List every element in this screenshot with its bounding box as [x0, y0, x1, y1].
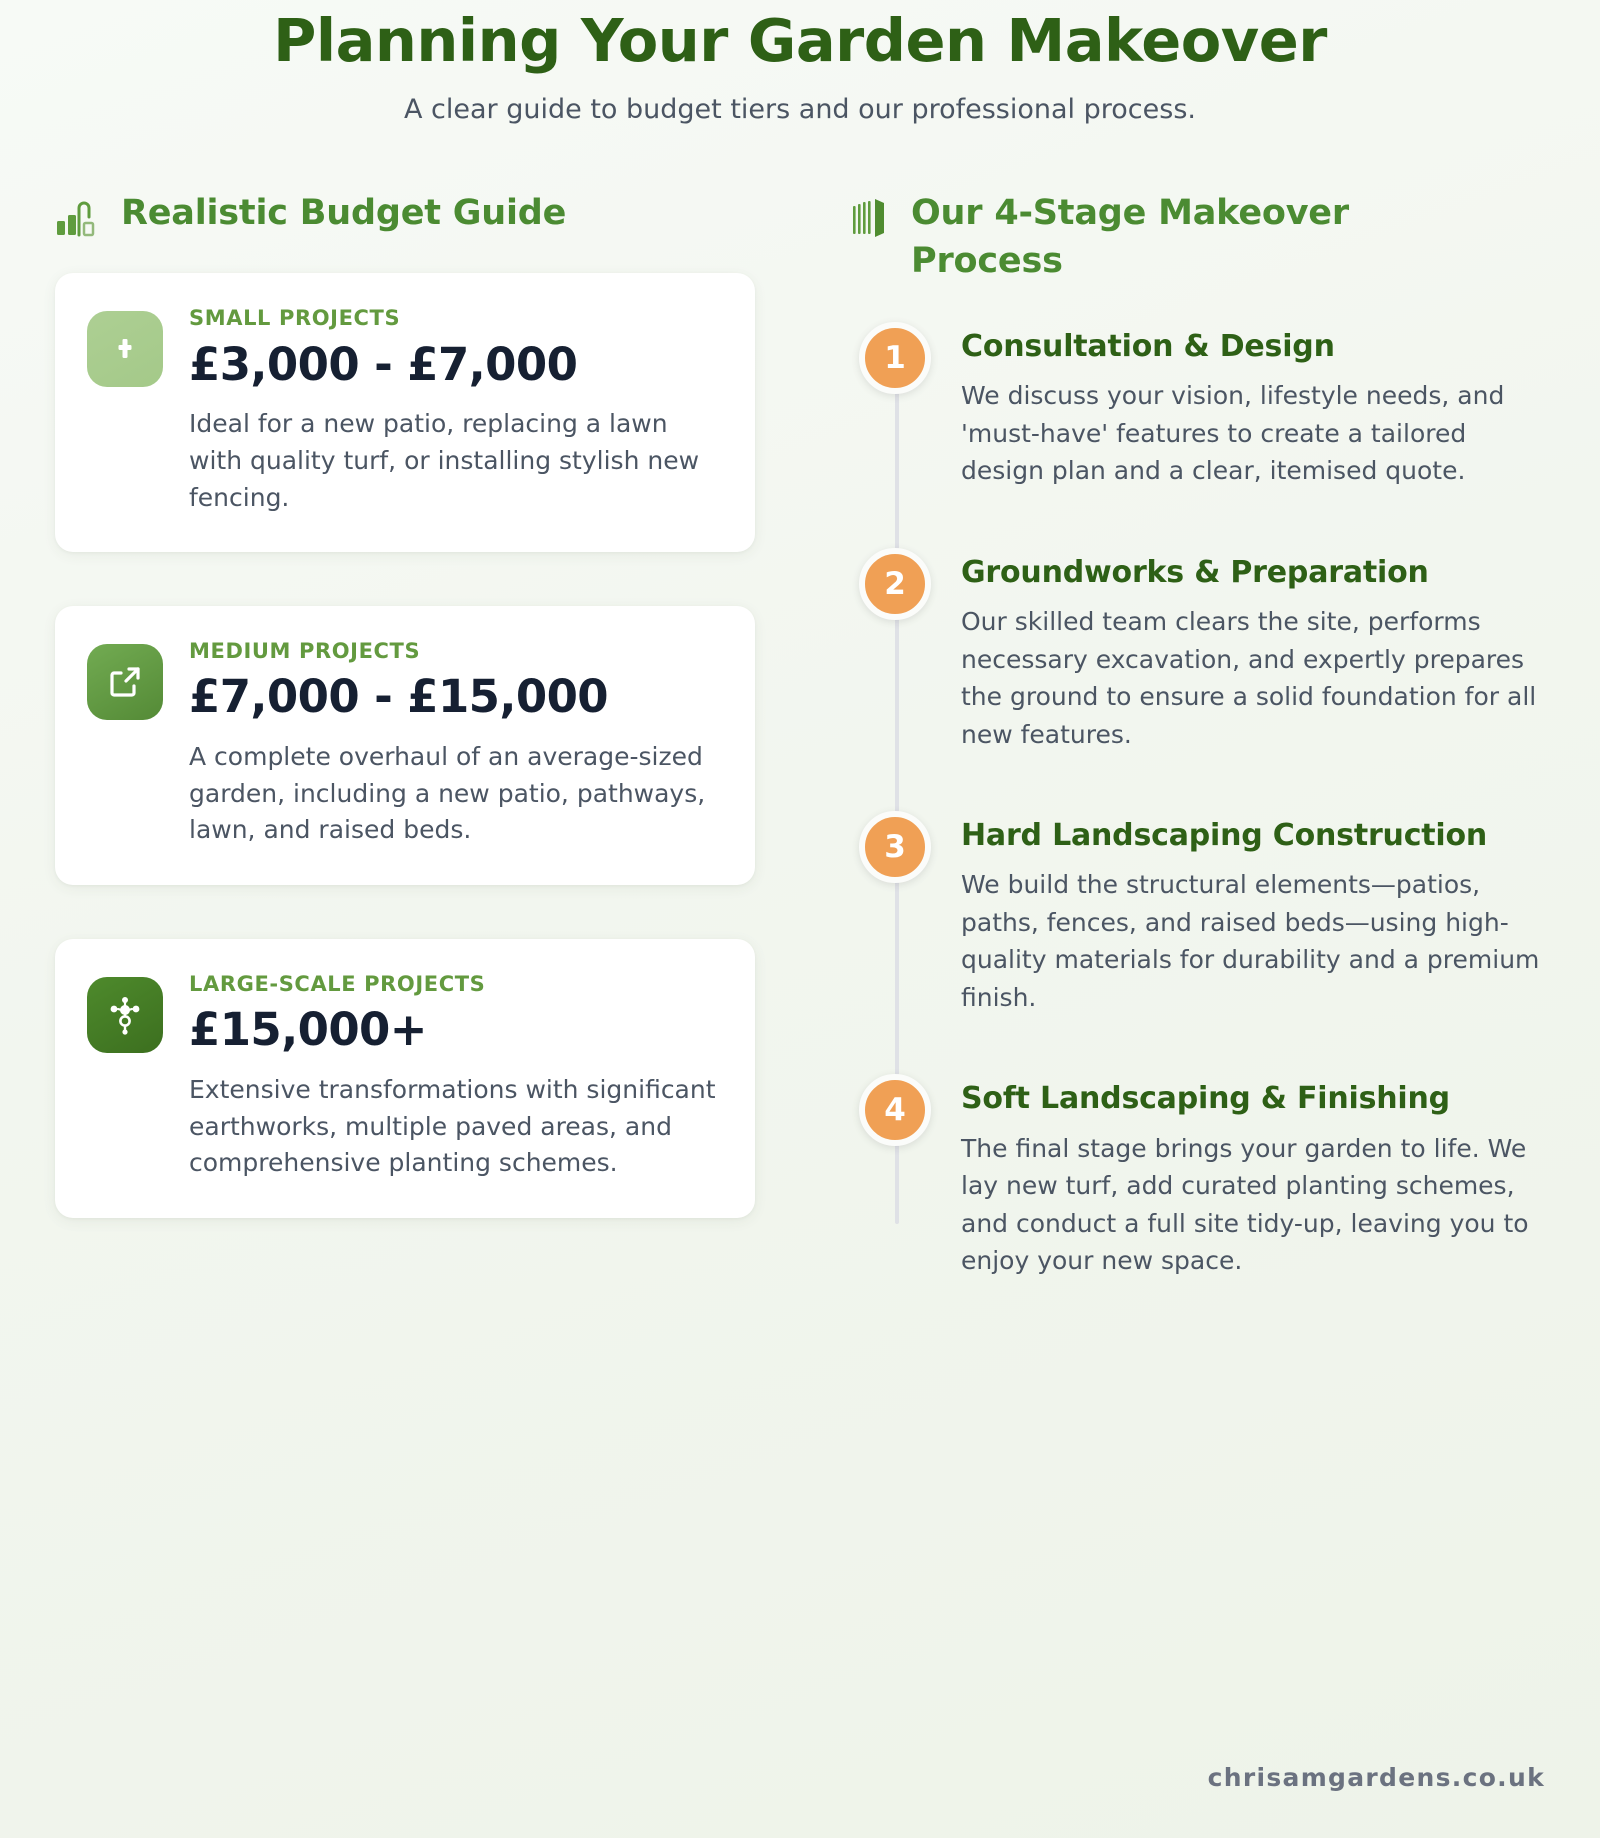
tier-description: Ideal for a new patio, replacing a lawn with quality turf, or installing stylish new fencing.	[189, 409, 700, 512]
step-description: We discuss your vision, lifestyle needs, and 'must-have' features to create a tailored design plan and a clear, itemised quote.	[961, 381, 1505, 486]
step-title: Soft Landscaping & Finishing	[961, 1081, 1450, 1117]
process-step[interactable]	[851, 811, 1545, 1016]
step-body	[961, 811, 1545, 1016]
network-nodes-icon	[87, 977, 163, 1053]
bar-chart-icon	[55, 197, 99, 237]
step-body	[961, 1074, 1545, 1279]
step-number-badge: 1	[859, 322, 931, 394]
process-section-title: Our 4-Stage Makeover Process	[911, 193, 1349, 282]
tier-label: SMALL PROJECTS	[189, 306, 401, 331]
budget-card-body	[189, 973, 719, 1182]
step-body	[961, 322, 1545, 490]
process-timeline	[851, 322, 1545, 1280]
step-number-badge: 2	[859, 548, 931, 620]
plus-icon	[87, 311, 163, 387]
tier-description: Extensive transformations with significant earthworks, multiple paved areas, and comprehensive planting schemes.	[189, 1074, 716, 1178]
process-step[interactable]	[851, 548, 1545, 753]
step-title: Hard Landscaping Construction	[961, 818, 1488, 854]
step-number-badge: 4	[859, 1074, 931, 1146]
tier-price: £3,000 - £7,000	[189, 337, 578, 391]
tier-price: £7,000 - £15,000	[189, 670, 609, 724]
content-columns	[55, 189, 1545, 1280]
budget-card-large[interactable]	[55, 939, 755, 1218]
budget-card-small[interactable]	[55, 273, 755, 552]
process-step[interactable]	[851, 322, 1545, 490]
budget-guide-column	[55, 189, 755, 1280]
process-step[interactable]	[851, 1074, 1545, 1279]
tier-price: £15,000+	[189, 1003, 427, 1057]
budget-section-title: Realistic Budget Guide	[121, 193, 567, 234]
step-description: We build the structural elements—patios, paths, fences, and raised beds—using high-quality materials for durability and a premium finish.	[961, 870, 1540, 1012]
process-section-header	[851, 189, 1545, 286]
header	[55, 0, 1545, 127]
step-number-badge: 3	[859, 811, 931, 883]
step-title: Consultation & Design	[961, 328, 1335, 364]
budget-card-body	[189, 640, 719, 849]
step-description: Our skilled team clears the site, performs necessary excavation, and expertly prepares the ground to ensure a solid foundation for all new features.	[961, 607, 1537, 749]
tier-description: A complete overhaul of an average-sized garden, including a new patio, pathways, lawn, and raised beds.	[189, 741, 706, 845]
page-subtitle: A clear guide to budget tiers and our professional process.	[404, 94, 1196, 126]
website-footer[interactable]: chrisamgardens.co.uk	[1207, 1763, 1545, 1792]
step-body	[961, 548, 1545, 753]
tier-label: MEDIUM PROJECTS	[189, 639, 421, 664]
external-link-icon	[87, 644, 163, 720]
budget-card-body	[189, 307, 719, 516]
stages-bars-icon	[851, 197, 889, 237]
step-description: The final stage brings your garden to life. We lay new turf, add curated planting schemes, and conduct a full site tidy-up, leaving you to enjoy your new space.	[961, 1133, 1529, 1276]
tier-label: LARGE-SCALE PROJECTS	[189, 972, 486, 997]
budget-section-header	[55, 189, 755, 237]
step-title: Groundworks & Preparation	[961, 554, 1429, 590]
budget-card-medium[interactable]	[55, 606, 755, 885]
page-title: Planning Your Garden Makeover	[273, 6, 1327, 75]
process-column	[851, 189, 1545, 1280]
